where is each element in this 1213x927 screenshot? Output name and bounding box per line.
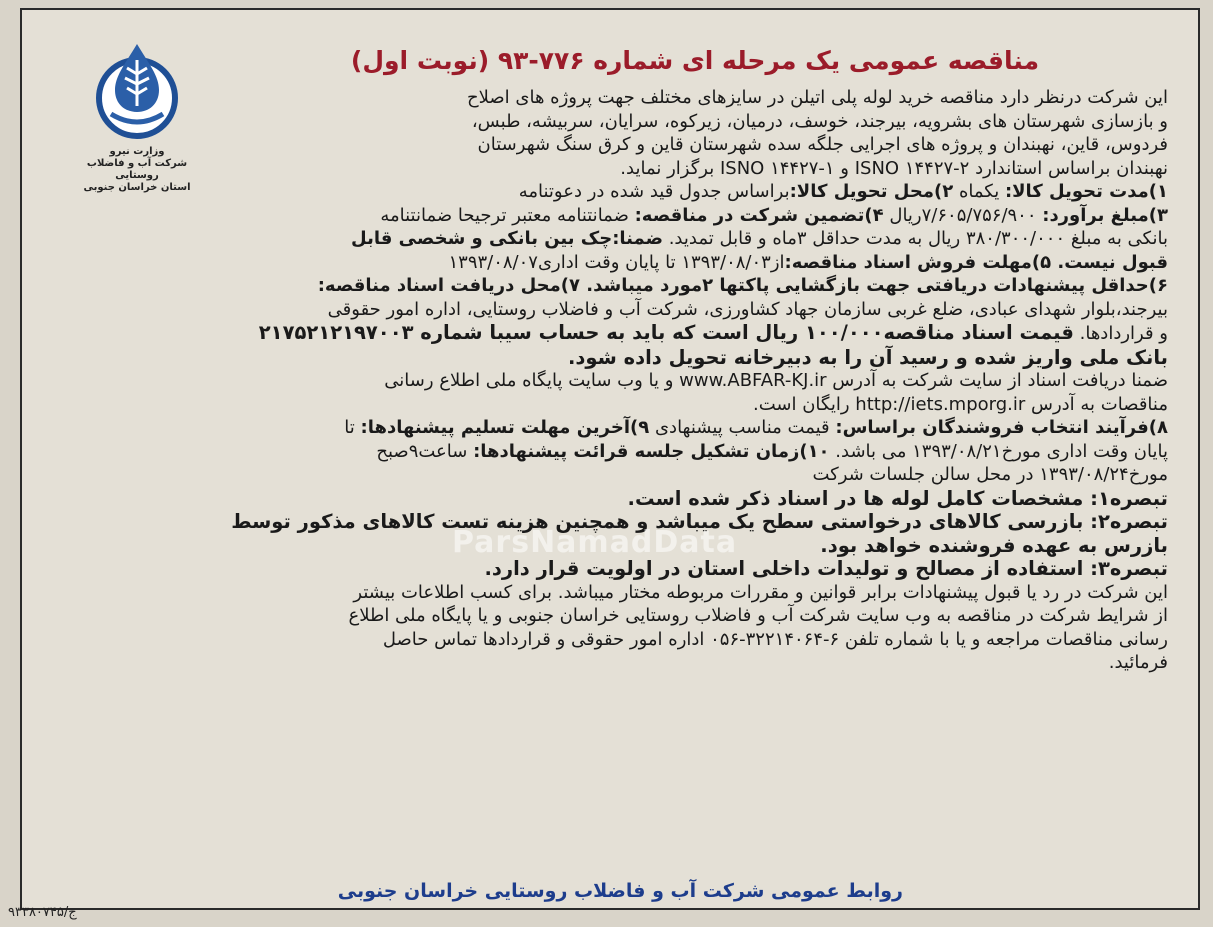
item6-7-line: ۶)حداقل پیشنهادات دریافتی جهت بازگشایی پاکتها ۲مورد میباشد. ۷)محل دریافت اسناد مناقصه: <box>317 275 1168 296</box>
item4-value: ضمانتنامه معتبر ترجیحا ضمانتنامه <box>380 204 635 226</box>
logo-line-1: وزارت نیرو <box>109 146 165 157</box>
tender-body <box>64 86 1168 675</box>
intro-line-1: این شرکت درنظر دارد مناقصه خرید لوله پلی اتیلن در سایزهای مختلف جهت پروژه های اصلاح <box>467 87 1168 108</box>
item9-label: ۹)آخرین مهلت تسلیم پیشنهادها: <box>360 417 650 438</box>
document-price: قیمت اسناد مناقصه۱۰۰/۰۰۰ ریال است که باید به حساب سیبا شماره ۲۱۷۵۲۱۲۱۹۷۰۰۳ <box>258 321 1074 344</box>
item5-label: ۵)مهلت فروش اسناد مناقصه: <box>784 251 1058 273</box>
note-2a: تبصره۲: بازرسی کالاهای درخواستی سطح یک میباشد و همچنین هزینه تست کالاهای مذکور توسط <box>231 510 1168 533</box>
note-3: تبصره۳: استفاده از مصالح و تولیدات داخلی استان در اولویت قرار دارد. <box>484 557 1168 580</box>
contracts-text: و قراردادها. <box>1073 323 1168 344</box>
website-line-2: مناقصات به آدرس http://iets.mporg.ir رایگان است. <box>753 393 1168 415</box>
items-3-4 <box>64 204 1168 228</box>
intro-line-2: و بازسازی شهرستان های بشرویه، بیرجند، خوسف، درمیان، زیرکوه، سرایان، سربیشه، طبس، <box>471 110 1168 132</box>
item3-label: ۳)مبلغ برآورد: <box>1042 204 1168 226</box>
closing-line-2: از شرایط شرکت در مناقصه به وب سایت شرکت آب و فاضلاب روستایی خراسان جنوبی و یا پایگاه ملی اطلاع <box>348 605 1168 626</box>
session-line: مورخ۱۳۹۳/۰۸/۲۴ در محل سالن جلسات شرکت <box>812 464 1168 485</box>
item2-value: براساس جدول قید شده در دعوتنامه <box>518 181 790 202</box>
item4-label: ۴)تضمین شرکت در مناقصه: <box>634 204 884 226</box>
ad-frame <box>20 8 1200 910</box>
website-line-1: ضمنا دریافت اسناد از سایت شرکت به آدرس www.ABFAR-KJ.ir و یا وب سایت پایگاه ملی اطلاع رسانی <box>384 370 1168 391</box>
address-line: بیرجند،بلوار شهدای عبادی، ضلع غربی سازمان جهاد کشاورزی، شرکت آب و فاضلاب روستایی، اداره امور حقوقی <box>327 298 1168 320</box>
tender-title: مناقصه عمومی یک مرحله ای شماره ۷۷۶-۹۳ (نوبت اول) <box>350 46 1040 75</box>
item2-label: ۲)محل تحویل کالا: <box>789 181 954 202</box>
note-1: تبصره۱: مشخصات کامل لوله ها در اسناد ذکر شده است. <box>627 486 1168 510</box>
item1-label: ۱)مدت تحویل کالا: <box>1004 181 1168 202</box>
item10-value: ساعت۹صبح <box>376 440 474 462</box>
item9-value: تا <box>344 417 361 438</box>
item5-value: از۱۳۹۳/۰۸/۰۳ تا پایان وقت اداری۱۳۹۳/۰۸/۰۷ <box>448 251 785 273</box>
bank-deposit-line: بانک ملی واریز شده و رسید آن را به دبیرخانه تحویل داده شود. <box>567 345 1168 369</box>
item5-line <box>64 251 1168 275</box>
cheque-note: ضمنا:چک بین بانکی و شخصی قابل <box>351 228 663 249</box>
item10-line <box>64 440 1168 464</box>
note-2b: بازرس به عهده فروشنده خواهد بود. <box>820 533 1168 557</box>
bank-guarantee-line <box>64 227 1168 251</box>
items-1-2 <box>64 180 1168 204</box>
item8-label: ۸)فرآیند انتخاب فروشندگان براساس: <box>835 417 1168 438</box>
closing-line-4: فرمائید. <box>1108 652 1168 673</box>
item10-label: ۱۰)زمان تشکیل جلسه قرائت پیشنهادها: <box>473 440 830 462</box>
logo-line-2: شرکت آب و فاضلاب روستایی <box>86 158 188 181</box>
closing-line-3: رسانی مناقصات مراجعه و یا با شماره تلفن ۶-۳۲۲۱۴۰۶۴-۰۵۶ اداره امور حقوقی و قراردادها تماس حاصل <box>382 628 1168 650</box>
logo-line-3: استان خراسان جنوبی <box>83 182 191 193</box>
public-relations-signature: روابط عمومی شرکت آب و فاضلاب روستایی خراسان جنوبی <box>337 880 903 902</box>
not-accepted: قبول نیست. <box>1057 251 1168 273</box>
watermark: ParsNamadData <box>452 525 738 560</box>
deadline-text: پایان وقت اداری مورخ۱۳۹۳/۰۸/۲۱ می باشد. <box>829 440 1168 462</box>
ad-code: ج/۹۳۳۸۰۷۴۵ <box>8 905 77 920</box>
bank-guarantee-text: بانکی به مبلغ ۳۸۰/۳۰۰/۰۰۰ ریال به مدت حداقل ۳ماه و قابل تمدید. <box>662 228 1168 249</box>
items-8-9 <box>64 416 1168 440</box>
closing-line-1: این شرکت در رد یا قبول پیشنهادات برابر قوانین و مقررات مربوطه مختار میباشد. برای کسب اطلاعات بیشتر <box>353 581 1168 603</box>
intro-line-3: فردوس، قاین، نهبندان و پروژه های اجرایی جلگه سده شهرستان قاین و کرق سنگ شهرستان <box>477 134 1168 155</box>
price-line <box>64 321 1168 346</box>
item3-value: ۷/۶۰۵/۷۵۶/۹۰۰ریال <box>883 204 1043 226</box>
item1-value: یکماه <box>953 181 1005 202</box>
item8-value: قیمت مناسب پیشنهادی <box>649 417 836 438</box>
intro-line-4: نهبندان براساس استاندارد ۲-۱۴۴۲۷ ISNO و ۱-۱۴۴۲۷ ISNO برگزار نماید. <box>620 157 1168 179</box>
